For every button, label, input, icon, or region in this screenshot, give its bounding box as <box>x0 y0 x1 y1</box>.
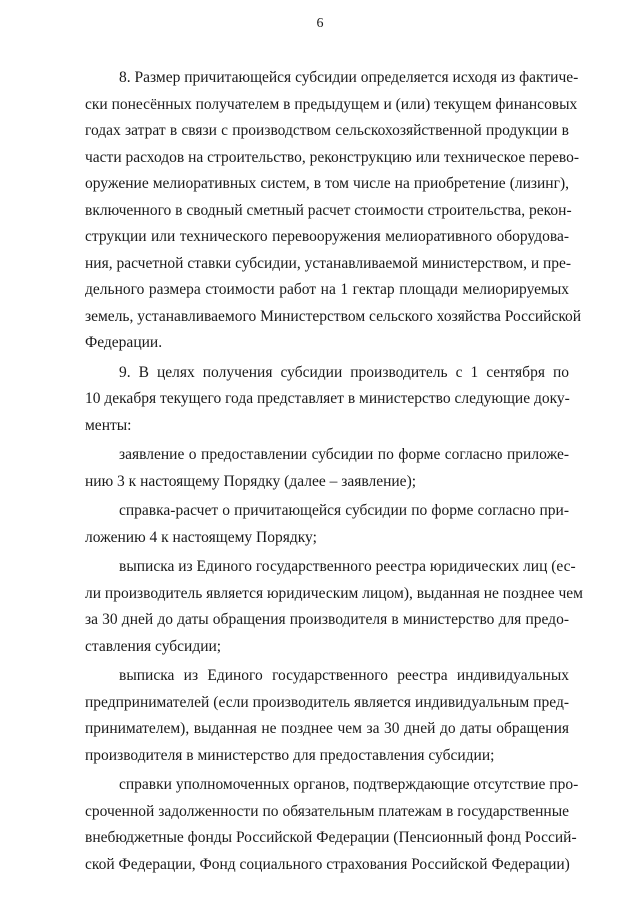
text-line: годах затрат в связи с производством сельскохозяйственной продукции в <box>85 122 569 139</box>
text-line: предпринимателей (если производитель является индивидуальным пред- <box>85 693 569 711</box>
text-line: справки уполномоченных органов, подтверждающие отсутствие про- <box>119 776 579 793</box>
text-line: нию 3 к настоящему Порядку (далее – заявление); <box>85 472 417 490</box>
document-body <box>85 65 583 878</box>
page-number: 6 <box>316 16 324 31</box>
text-line: за 30 дней до даты обращения производителя в министерство для предо- <box>85 611 569 628</box>
paragraph-8 <box>85 65 582 357</box>
list-item-authority-certificates <box>85 772 579 878</box>
list-item-calculation <box>85 498 569 551</box>
text-line: 9. В целях получения субсидии производитель с 1 сентября по <box>119 363 569 381</box>
text-line: ставления субсидии; <box>85 637 222 655</box>
paragraph-9 <box>85 360 569 440</box>
text-line: ния, расчетной ставки субсидии, устанавливаемой министерством, и пре- <box>85 254 572 272</box>
text-line: оружение мелиоративных систем, в том числе на приобретение (лизинг), <box>85 175 569 192</box>
text-line: менты: <box>85 416 132 434</box>
text-line: 10 декабря текущего года представляет в министерство следующие доку- <box>85 390 570 407</box>
text-line: заявление о предоставлении субсидии по форме согласно приложе- <box>119 446 569 463</box>
text-line: ли производитель является юридическим лицом), выданная не позднее чем <box>85 584 583 602</box>
list-item-application <box>85 442 569 495</box>
text-line: включенного в сводный сметный расчет стоимости строительства, рекон- <box>85 201 572 219</box>
text-line: принимателем), выданная не позднее чем за 30 дней до даты обращения <box>85 720 569 737</box>
text-line: ложению 4 к настоящему Порядку; <box>85 528 317 546</box>
text-line: внебюджетные фонды Российской Федерации (Пенсионный фонд Россий- <box>85 829 577 846</box>
text-line: Федерации. <box>85 334 163 351</box>
text-line: ски понесённых получателем в предыдущем и (или) текущем финансовых <box>85 95 578 113</box>
text-line: дельного размера стоимости работ на 1 гектар площади мелиорируемых <box>85 281 569 298</box>
text-line: выписка из Единого государственного реестра индивидуальных <box>119 667 569 684</box>
list-item-legal-entity-extract <box>85 554 583 660</box>
text-line: 8. Размер причитающейся субсидии определяется исходя из фактиче- <box>119 69 579 86</box>
text-line: сроченной задолженности по обязательным платежам в государственные <box>85 802 569 820</box>
text-line: выписка из Единого государственного реестра юридических лиц (ес- <box>119 558 576 575</box>
text-line: справка-расчет о причитающейся субсидии по форме согласно при- <box>119 502 569 519</box>
text-line: производителя в министерство для предоставления субсидии; <box>85 746 495 764</box>
text-line: струкции или технического перевооружения мелиоративного оборудова- <box>85 228 569 245</box>
text-line: ской Федерации, Фонд социального страхования Российской Федерации) <box>85 855 570 873</box>
text-line: части расходов на строительство, реконструкцию или техническое перево- <box>85 148 580 166</box>
text-line: земель, устанавливаемого Министерством сельского хозяйства Российской <box>85 307 582 325</box>
list-item-entrepreneur-extract <box>85 663 569 769</box>
